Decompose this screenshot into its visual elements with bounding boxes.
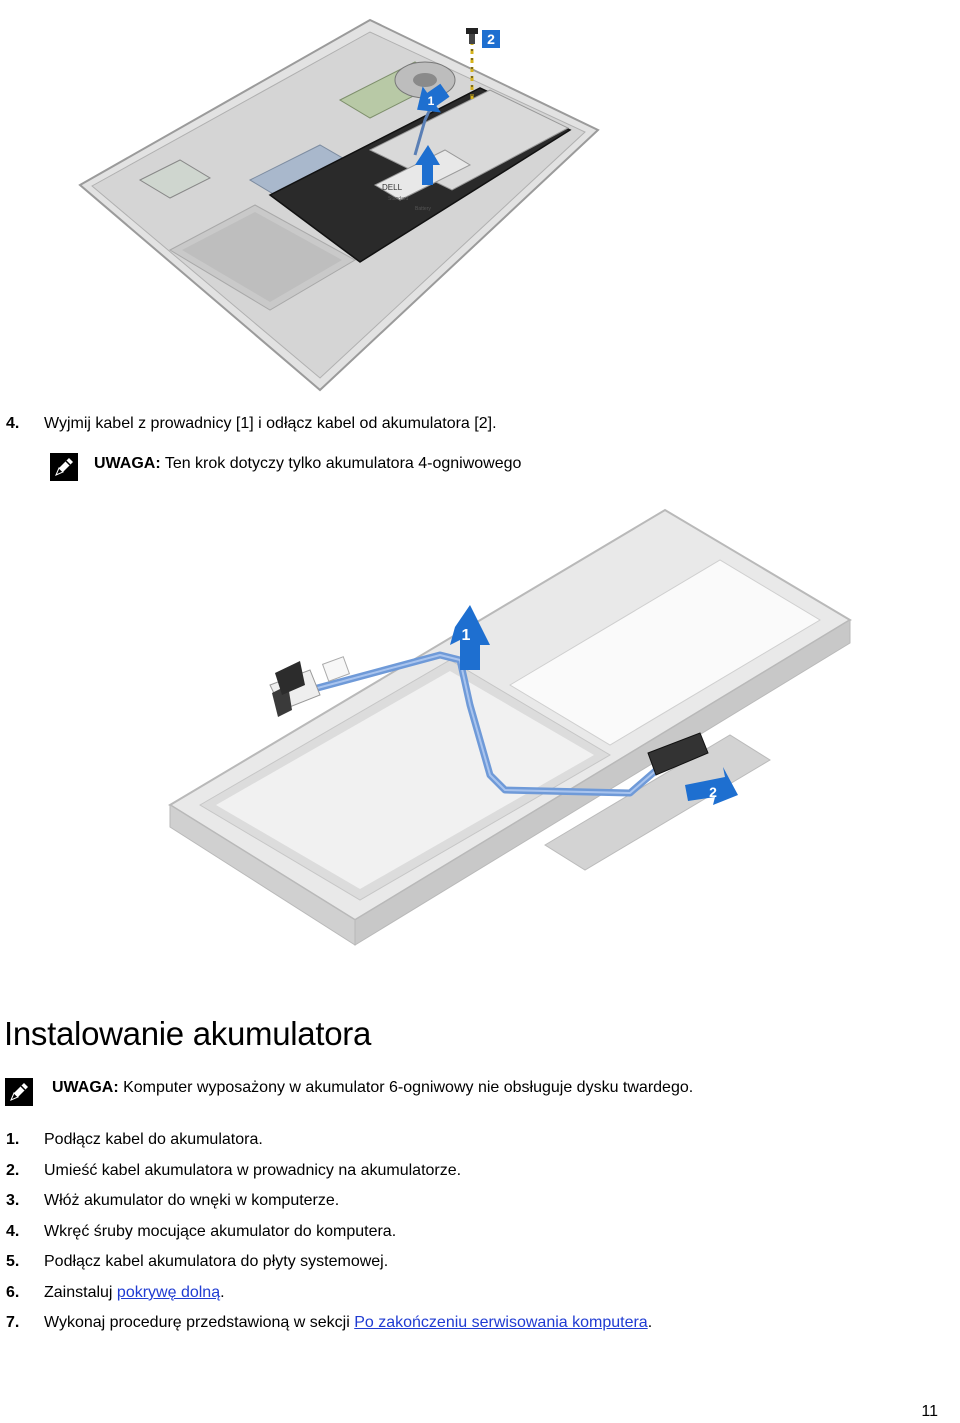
callout-badge-2-text: 2	[487, 31, 495, 47]
battery-label-battery: Battery	[415, 206, 431, 212]
install-step-text: Podłącz kabel akumulatora do płyty systemowej.	[44, 1253, 389, 1270]
install-step	[6, 1161, 461, 1181]
install-step	[6, 1313, 652, 1333]
removal-step-text: Wyjmij kabel z prowadnicy [1] i odłącz kabel od akumulatora [2].	[44, 415, 497, 432]
install-step-text: Włóż akumulator do wnęki w komputerze.	[44, 1192, 340, 1209]
install-step-text-after: .	[647, 1314, 653, 1331]
removal-step-number: 4.	[6, 415, 20, 432]
callout-arrow-1-text: 1	[427, 94, 435, 108]
note-pencil-icon	[50, 453, 78, 481]
install-step-number: 6.	[6, 1284, 20, 1301]
laptop-battery-figure	[70, 0, 610, 400]
install-step-number: 1.	[6, 1131, 20, 1148]
install-step-number: 5.	[6, 1253, 20, 1270]
removal-note	[94, 454, 521, 474]
install-step-text-before: Wykonaj procedurę przedstawioną w sekcji	[44, 1314, 355, 1331]
battery-cable-figure	[160, 505, 860, 975]
install-note-label: UWAGA:	[52, 1079, 119, 1096]
removal-note-text: Ten krok dotyczy tylko akumulatora 4-ogniwowego	[164, 455, 522, 472]
install-step	[6, 1283, 225, 1303]
page-number: 11	[921, 1403, 938, 1420]
callout-arrow-2-text: 2	[709, 784, 717, 800]
battery-label-standard: Standard	[388, 196, 409, 202]
install-step-number: 4.	[6, 1223, 20, 1240]
install-step	[6, 1130, 263, 1150]
install-step-text: Podłącz kabel do akumulatora.	[44, 1131, 263, 1148]
note-pencil-icon	[5, 1078, 33, 1106]
bottom-cover-link[interactable]: pokrywę dolną	[116, 1284, 221, 1301]
removal-step	[6, 414, 497, 434]
install-step-text-before: Zainstaluj	[44, 1284, 117, 1301]
install-note	[52, 1078, 693, 1098]
install-step-number: 3.	[6, 1192, 20, 1209]
install-step-number: 2.	[6, 1162, 20, 1179]
install-note-text: Komputer wyposażony w akumulator 6-ogniwowy nie obsługuje dysku twardego.	[123, 1079, 694, 1096]
install-step-text: Wkręć śruby mocujące akumulator do komputera.	[44, 1223, 397, 1240]
install-step	[6, 1252, 388, 1272]
install-step-number: 7.	[6, 1314, 20, 1331]
install-step-text-after: .	[220, 1284, 225, 1301]
callout-arrow-1-text: 1	[461, 627, 471, 644]
after-servicing-link[interactable]: Po zakończeniu serwisowania komputera	[354, 1314, 648, 1331]
install-step	[6, 1222, 396, 1242]
removal-note-label: UWAGA:	[94, 455, 161, 472]
battery-label-dell: DELL	[382, 183, 403, 192]
install-step-text: Umieść kabel akumulatora w prowadnicy na akumulatorze.	[44, 1162, 462, 1179]
install-step	[6, 1191, 339, 1211]
section-title: Instalowanie akumulatora	[4, 1015, 372, 1052]
